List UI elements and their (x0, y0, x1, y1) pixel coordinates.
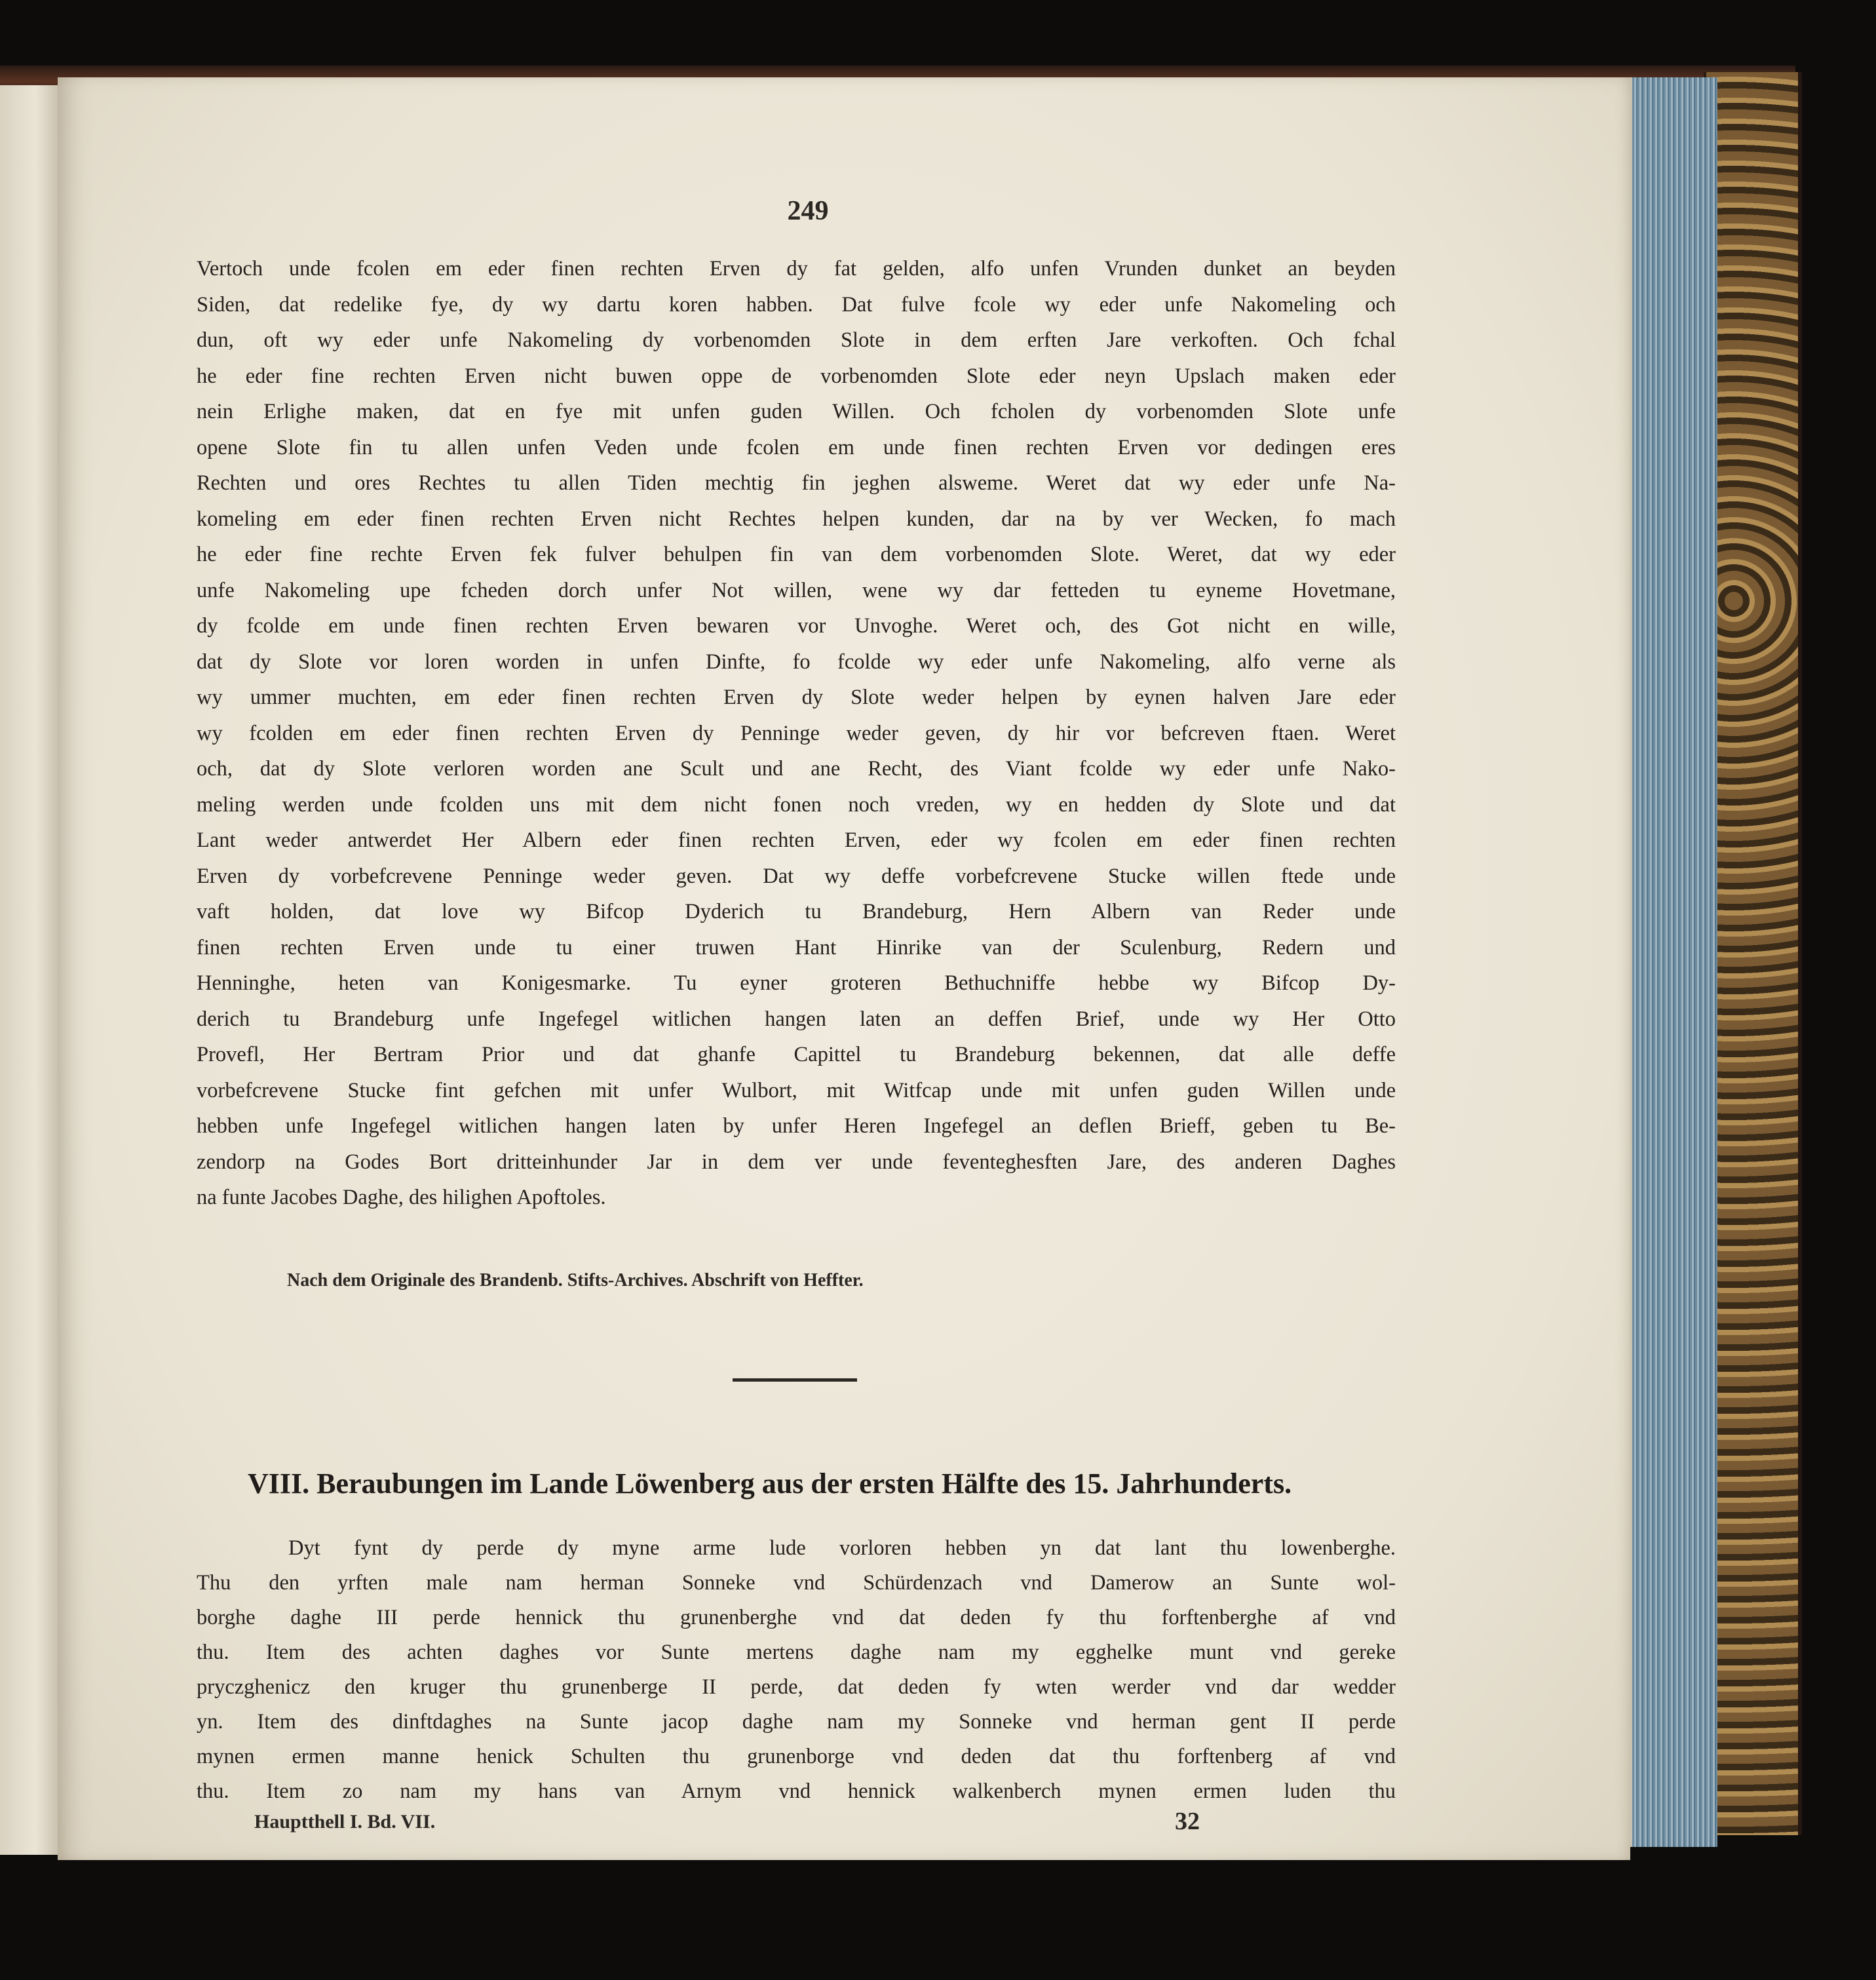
text-line: dun, oft wy eder unfe Nakomeling dy vorbenomden Slote in dem erften Jare verkoften. Och fchal (197, 328, 1396, 352)
text-line: he eder fine rechte Erven fek fulver behulpen fin van dem vorbenomden Slote. Weret, dat wy eder (197, 543, 1396, 566)
text-line: dat dy Slote vor loren worden in unfen Dinfte, fo fcolde wy eder unfe Nakomeling, alfo verne als (197, 650, 1396, 674)
text-line: pryczghenicz den kruger thu grunenberge II perde, dat deden fy wten werder vnd dar wedder (197, 1675, 1396, 1699)
text-line: mynen ermen manne henick Schulten thu grunenborge vnd deden dat thu forftenberg af vnd (197, 1745, 1396, 1768)
footer-signature: Hauptthell I. Bd. VII. (254, 1811, 436, 1833)
marbled-cover-edge (1704, 72, 1802, 1835)
text-line: Provefl, Her Bertram Prior und dat ghanfe Capittel tu Brandeburg bekennen, dat alle deffe (197, 1043, 1396, 1066)
text-line: Henninghe, heten van Konigesmarke. Tu eyner groteren Bethuchniffe hebbe wy Bifcop Dy- (197, 971, 1396, 995)
text-line: thu. Item zo nam my hans van Arnym vnd hennick walkenberch mynen ermen luden thu (197, 1779, 1396, 1803)
text-line: wy ummer muchten, em eder finen rechten Erven dy Slote weder helpen by eynen halven Jare eder (197, 686, 1396, 709)
source-note: Nach dem Originale des Brandenb. Stifts-Archives. Abschrift von Heffter. (287, 1270, 864, 1291)
text-line: hebben unfe Ingefegel witlichen hangen laten by unfer Heren Ingefegel an deflen Brieff, geben tu Be- (197, 1114, 1396, 1138)
text-line: Thu den yrften male nam herman Sonneke vnd Schürdenzach vnd Damerow an Sunte wol- (197, 1571, 1396, 1595)
section-text (197, 1531, 1396, 1809)
text-line: derich tu Brandeburg unfe Ingefegel witlichen hangen laten an deffen Brief, unde wy Her Otto (197, 1007, 1396, 1031)
text-line: Dyt fynt dy perde dy myne arme lude vorloren hebben yn dat lant thu lowenberghe. (288, 1536, 1396, 1560)
text-line: och, dat dy Slote verloren worden ane Scult und ane Recht, des Viant fcolde wy eder unfe Nako- (197, 757, 1396, 781)
text-line: unfe Nakomeling upe fcheden dorch unfer Not willen, wene wy dar fetteden tu eyneme Hovetmane, (197, 578, 1396, 602)
text-line: Erven dy vorbefcrevene Penninge weder geven. Dat wy deffe vorbefcrevene Stucke willen ftede unde (197, 864, 1396, 888)
text-line: finen rechten Erven unde tu einer truwen Hant Hinrike van der Sculenburg, Redern und (197, 935, 1396, 960)
facing-page-edge (0, 85, 59, 1855)
text-line: na funte Jacobes Daghe, des hilighen Apoftoles. (197, 1186, 606, 1209)
section-divider (733, 1378, 857, 1382)
text-line: dy fcolde em unde finen rechten Erven bewaren vor Unvoghe. Weret och, des Got nicht en wille, (197, 614, 1396, 638)
text-line: thu. Item des achten daghes vor Sunte mertens daghe nam my egghelke munt vnd gereke (197, 1640, 1396, 1664)
text-line: vorbefcrevene Stucke fint gefchen mit unfer Wulbort, mit Witfcap unde mit unfen guden Willen unde (197, 1078, 1396, 1102)
charter-text (197, 251, 1396, 1216)
text-line: opene Slote fin tu allen unfen Veden unde fcolen em unde finen rechten Erven vor dedingen eres (197, 435, 1396, 459)
text-line: Siden, dat redelike fye, dy wy dartu koren habben. Dat fulve fcole wy eder unfe Nakomeling och (197, 292, 1396, 317)
text-line: meling werden unde fcolden uns mit dem nicht fonen noch vreden, wy en hedden dy Slote und dat (197, 792, 1396, 817)
page-number: 249 (787, 196, 829, 226)
text-line: he eder fine rechten Erven nicht buwen oppe de vorbenomden Slote eder neyn Upslach maken eder (197, 364, 1396, 388)
text-line: Lant weder antwerdet Her Albern eder finen rechten Erven, eder wy fcolen em eder finen rechten (197, 828, 1396, 852)
footer-sheet-number: 32 (1175, 1808, 1200, 1835)
text-line: vaft holden, dat love wy Bifcop Dyderich tu Brandeburg, Hern Albern van Reder unde (197, 900, 1396, 923)
text-line: Vertoch unde fcolen em eder finen rechten Erven dy fat gelden, alfo unfen Vrunden dunket an beyden (197, 257, 1396, 281)
text-line: komeling em eder finen rechten Erven nicht Rechtes helpen kunden, dar na by ver Wecken, fo mach (197, 507, 1396, 531)
text-line: nein Erlighe maken, dat en fye mit unfen guden Willen. Och fcholen dy vorbenomden Slote unfe (197, 400, 1396, 423)
page-block-fore-edge (1630, 77, 1717, 1847)
text-line: wy fcolden em eder finen rechten Erven dy Penninge weder geven, dy hir vor befcreven ftaen. Weret (197, 721, 1396, 745)
section-heading: VIII. Beraubungen im Lande Löwenberg aus der ersten Hälfte des 15. Jahrhunderts. (248, 1467, 1292, 1500)
book-page (58, 77, 1630, 1860)
text-line: borghe daghe III perde hennick thu grunenberghe vnd dat deden fy thu forftenberghe af vnd (197, 1606, 1396, 1629)
text-line: yn. Item des dinftdaghes na Sunte jacop daghe nam my Sonneke vnd herman gent II perde (197, 1710, 1396, 1734)
text-line: zendorp na Godes Bort dritteinhunder Jar in dem ver unde feventeghesften Jare, des anderen Daghes (197, 1150, 1396, 1174)
text-line: Rechten und ores Rechtes tu allen Tiden mechtig fin jeghen alsweme. Weret dat wy eder unfe Na- (197, 471, 1396, 495)
